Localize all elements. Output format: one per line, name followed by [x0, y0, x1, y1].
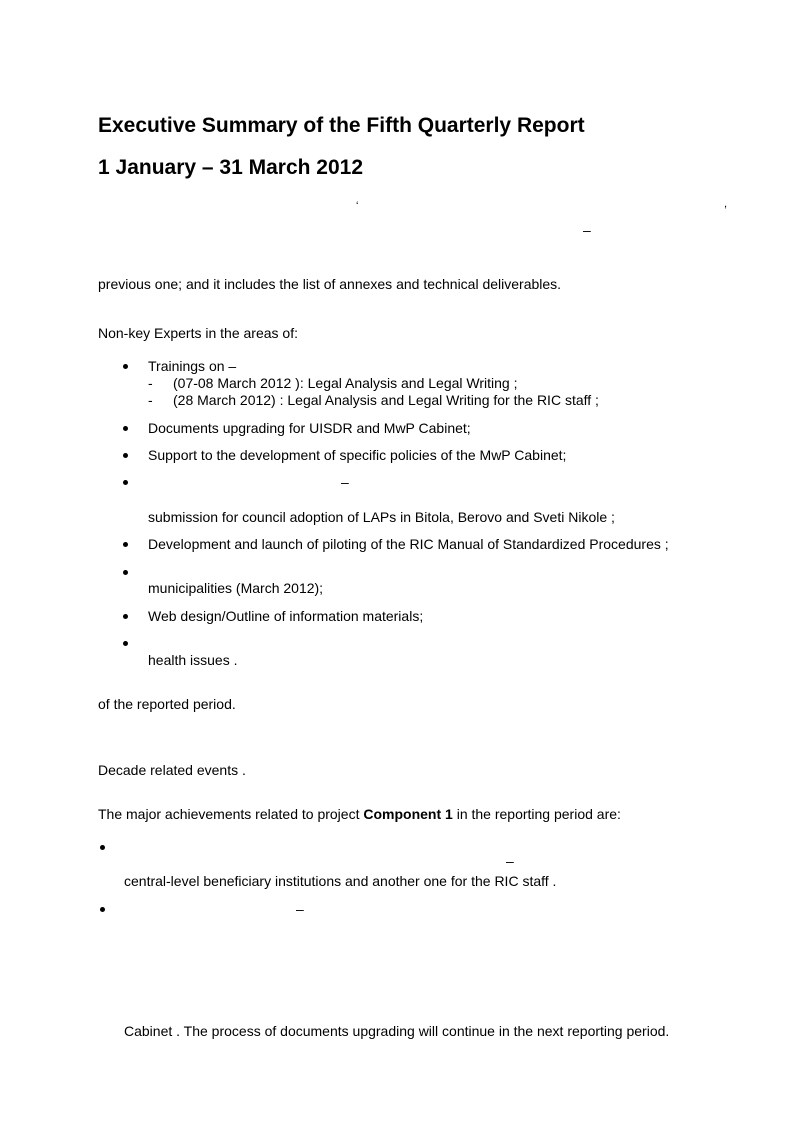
sub-item-training-2: (28 March 2012) : Legal Analysis and Legal Writing for the RIC staff ; [173, 392, 599, 408]
achievements-text-after: in the reporting period are: [452, 806, 621, 822]
sub-item-dash: - [148, 392, 153, 408]
achievements-text-before: The major achievements related to project [98, 806, 364, 822]
paragraph-reported-period: of the reported period. [98, 696, 236, 712]
list-item-dash: – [296, 901, 304, 917]
bullet-icon [123, 641, 128, 646]
sub-item-training-1: (07-08 March 2012 ): Legal Analysis and Legal Writing ; [173, 375, 518, 391]
paragraph-achievements [98, 806, 621, 823]
list-item-web: Web design/Outline of information materials; [148, 608, 424, 624]
bullet-icon [123, 614, 128, 619]
bullet-icon [123, 453, 128, 458]
report-title: Executive Summary of the Fifth Quarterly Report [98, 114, 585, 137]
bullet-icon [123, 426, 128, 431]
mark-dash: – [583, 222, 591, 238]
bullet-icon [123, 570, 128, 575]
list-item-support: Support to the development of specific policies of the MwP Cabinet; [148, 447, 567, 463]
bullet-icon [100, 845, 105, 850]
paragraph-decade: Decade related events . [98, 762, 246, 778]
paragraph-experts: Non-key Experts in the areas of: [98, 325, 298, 341]
list-item-health: health issues . [148, 652, 238, 668]
bullet-icon [123, 364, 128, 369]
list-item-development: Development and launch of piloting of the RIC Manual of Standardized Procedures ; [148, 536, 669, 552]
bullet-icon [123, 480, 128, 485]
list-item-trainings: Trainings on – [148, 358, 237, 374]
list-item-cabinet: Cabinet . The process of documents upgrading will continue in the next reporting period. [124, 1023, 670, 1039]
list-item-laps: submission for council adoption of LAPs in Bitola, Berovo and Sveti Nikole ; [148, 509, 615, 525]
list-item-dash: – [506, 853, 514, 869]
mark-right: , [724, 198, 728, 210]
report-period: 1 January – 31 March 2012 [98, 156, 364, 179]
list-item-central-level: central-level beneficiary institutions and another one for the RIC staff . [124, 873, 557, 889]
bullet-icon [123, 542, 128, 547]
sub-item-dash: - [148, 375, 153, 391]
bullet-icon [100, 907, 105, 912]
list-item-dash: – [341, 474, 349, 490]
list-item-documents: Documents upgrading for UISDR and MwP Cabinet; [148, 420, 471, 436]
mark-left: ‘ [356, 200, 359, 212]
paragraph-annexes: previous one; and it includes the list of annexes and technical deliverables. [98, 276, 562, 292]
component-label: Component 1 [363, 806, 453, 822]
list-item-municipalities: municipalities (March 2012); [148, 580, 324, 596]
